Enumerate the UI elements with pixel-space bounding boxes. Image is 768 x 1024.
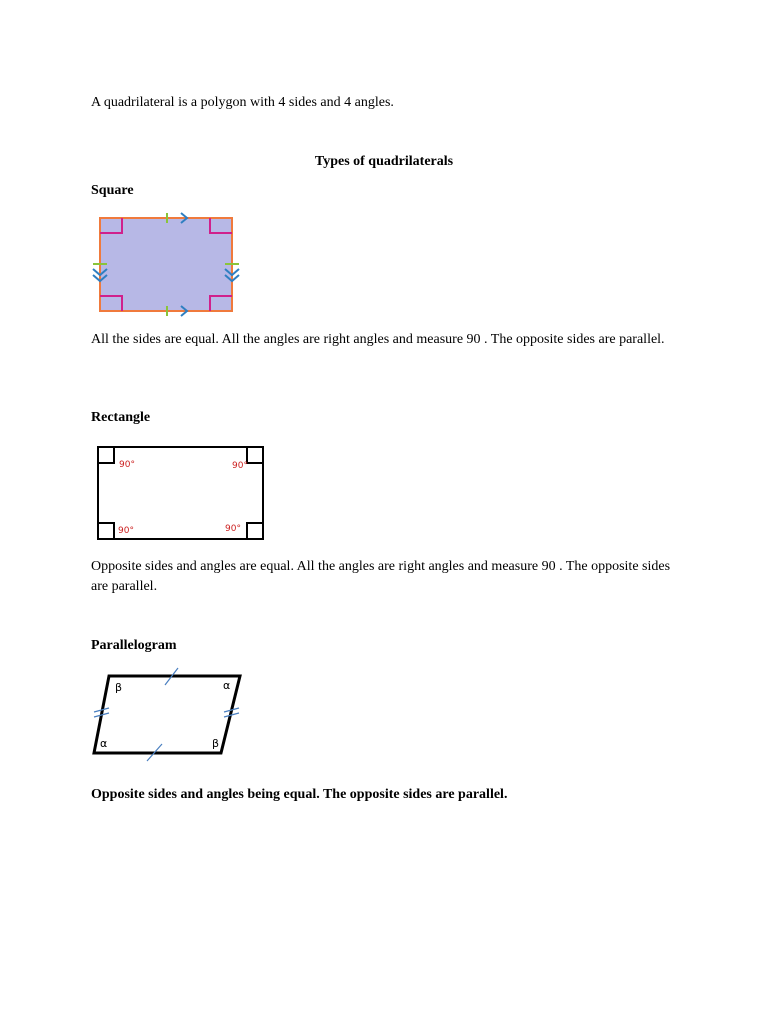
angle-label-top-left: 90° xyxy=(119,460,135,470)
rectangle-description: Opposite sides and angles are equal. All the angles are right angles and measure 90 . The opposite sides are parallel. xyxy=(91,559,671,594)
angle-label-top-right: 90° xyxy=(232,461,248,471)
square-shape xyxy=(100,218,232,311)
parallelogram-heading: Parallelogram xyxy=(91,638,177,653)
angle-label-bottom-left: α xyxy=(100,737,108,750)
square-description: All the sides are equal. All the angles are right angles and measure 90 . The opposite sides are parallel. xyxy=(91,332,665,347)
square-heading: Square xyxy=(91,183,134,198)
angle-label-bottom-right: 90° xyxy=(225,524,241,534)
square-figure xyxy=(88,210,248,320)
angle-label-top-left: β xyxy=(115,681,123,694)
angle-label-bottom-left: 90° xyxy=(118,526,134,536)
rectangle-heading: Rectangle xyxy=(91,410,151,425)
intro-text: A quadrilateral is a polygon with 4 sides and 4 angles. xyxy=(91,95,394,110)
parallelogram-figure xyxy=(88,664,248,764)
rectangle-figure xyxy=(94,443,268,545)
parallelogram-description: Opposite sides and angles being equal. The opposite sides are parallel. xyxy=(91,787,508,802)
page-title: Types of quadrilaterals xyxy=(314,154,454,169)
angle-label-top-right: α xyxy=(223,679,231,692)
angle-label-bottom-right: β xyxy=(212,737,220,750)
